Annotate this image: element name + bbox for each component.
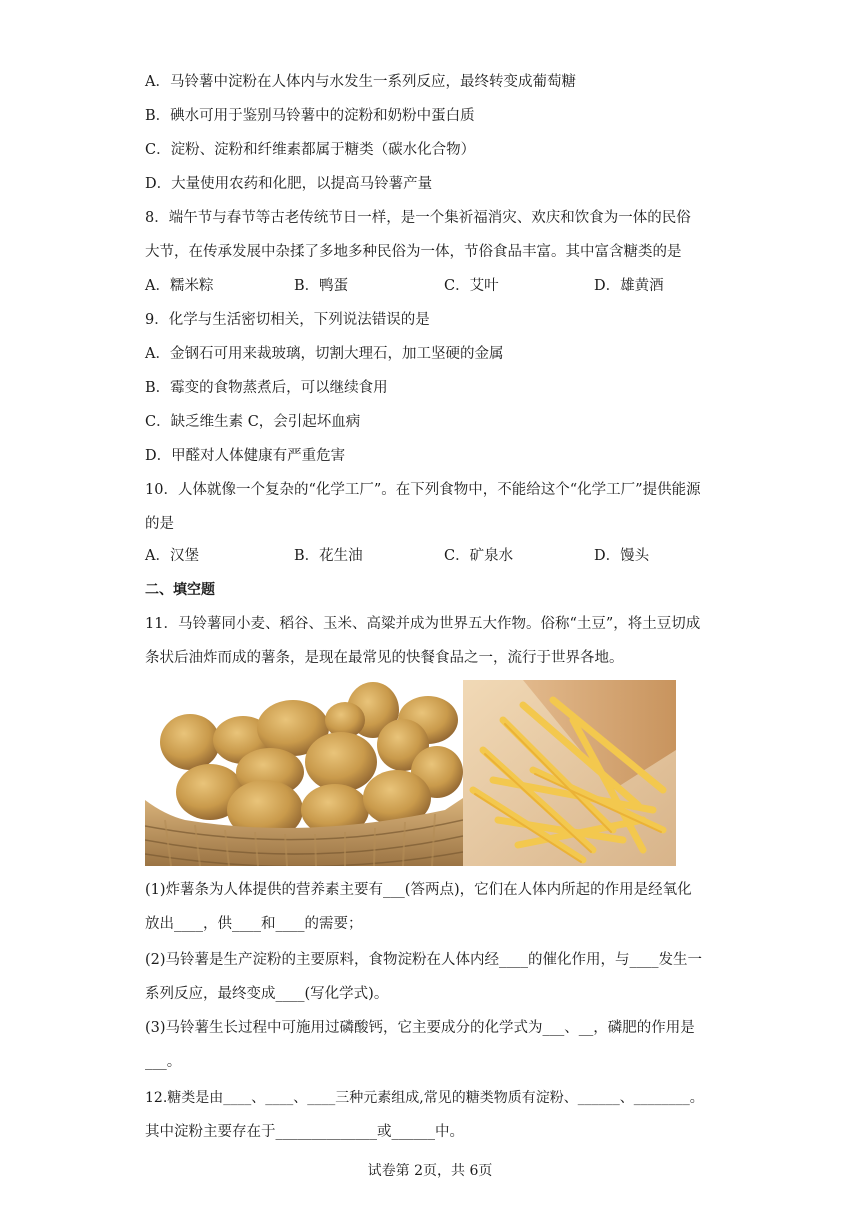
q7-option-a: A．马铃薯中淀粉在人体内与水发生一系列反应，最终转变成葡萄糖 [145, 74, 576, 90]
q11-part1-line2: 放出____，供____和____的需要； [145, 916, 363, 932]
q7-option-c: C．淀粉、淀粉和纤维素都属于糖类（碳水化合物） [145, 142, 476, 158]
q11-stem-line1: 11．马铃薯同小麦、稻谷、玉米、高粱并成为世界五大作物。俗称“土豆”，将土豆切成 [145, 616, 701, 632]
q11-part1-line1: (1)炸薯条为人体提供的营养素主要有___(答两点)，它们在人体内所起的作用是经氧化 [145, 882, 692, 898]
q11-part3-line1: (3)马铃薯生长过程中可施用过磷酸钙，它主要成分的化学式为___、__，磷肥的作用是 [145, 1020, 695, 1036]
q9-option-a: A．金钢石可用来裁玻璃，切割大理石，加工坚硬的金属 [145, 346, 504, 362]
q7-option-d: D．大量使用农药和化肥，以提高马铃薯产量 [145, 176, 433, 192]
q8-stem-line2: 大节，在传承发展中杂揉了多地多种民俗为一体，节俗食品丰富。其中富含糖类的是 [145, 244, 682, 260]
q9-option-d: D．甲醛对人体健康有严重危害 [145, 448, 346, 464]
q11-part2-line2: 系列反应，最终变成____(写化学式)。 [145, 986, 389, 1002]
q10-stem-line1: 10．人体就像一个复杂的“化学工厂”。在下列食物中，不能给这个“化学工厂”提供能源 [145, 482, 701, 498]
q8-option-d: D．雄黄酒 [594, 278, 664, 294]
q7-option-b: B．碘水可用于鉴别马铃薯中的淀粉和奶粉中蛋白质 [145, 108, 475, 124]
french-fries-photo [463, 680, 676, 866]
q10-stem-line2: 的是 [145, 516, 174, 532]
q11-stem-line2: 条状后油炸而成的薯条，是现在最常见的快餐食品之一，流行于世界各地。 [145, 650, 624, 666]
q8-option-b: B．鸭蛋 [294, 278, 349, 294]
q9-option-b: B．霉变的食物蒸煮后，可以继续食用 [145, 380, 388, 396]
q11-part2-line1: (2)马铃薯是生产淀粉的主要原料，食物淀粉在人体内经____的催化作用，与____发生一 [145, 952, 703, 968]
q10-option-a: A．汉堡 [145, 548, 199, 564]
q8-stem-line1: 8．端午节与春节等古老传统节日一样，是一个集祈福消灾、欢庆和饮食为一体的民俗 [145, 210, 691, 226]
q10-option-c: C．矿泉水 [444, 548, 514, 564]
page-footer: 试卷第 2页，共 6页 [367, 1163, 493, 1179]
q10-option-b: B．花生油 [294, 548, 363, 564]
q11-part3-line2: ___。 [145, 1054, 182, 1070]
q8-option-c: C．艾叶 [444, 278, 499, 294]
q9-option-c: C．缺乏维生素 C，会引起坏血病 [145, 414, 361, 430]
q9-stem: 9．化学与生活密切相关，下列说法错误的是 [145, 312, 430, 328]
section-title: 二、填空题 [145, 582, 215, 598]
q10-option-d: D．馒头 [594, 548, 650, 564]
q12-line1: 12.糖类是由____、____、____三种元素组成,常见的糖类物质有淀粉、______、________。 [145, 1090, 704, 1106]
q12-line2: 其中淀粉主要存在于______________或______中。 [145, 1124, 464, 1140]
potato-basket-photo [145, 680, 463, 866]
q8-option-a: A．糯米粽 [145, 278, 214, 294]
